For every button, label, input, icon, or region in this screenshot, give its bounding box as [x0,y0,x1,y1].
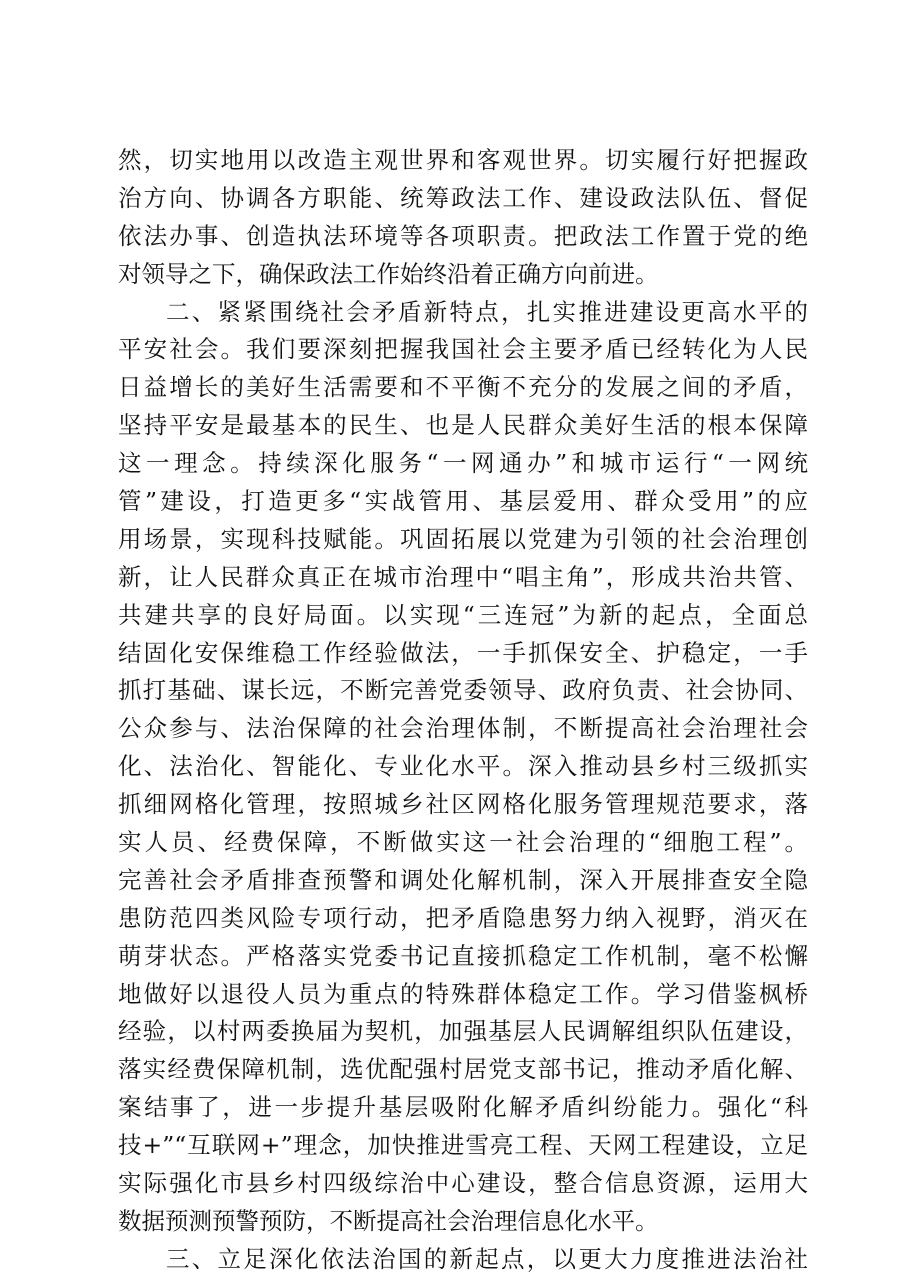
text-line: 三、立足深化依法治国的新起点，以更大力度推进法治社 [166,1244,808,1273]
text-line: 共建共享的良好局面。以实现“三连冠”为新的起点，全面总 [118,600,808,629]
text-line: 二、紧紧围绕社会矛盾新特点，扎实推进建设更高水平的 [166,297,808,326]
text-line: 实人员、经费保障，不断做实这一社会治理的“细胞工程”。 [118,828,808,857]
text-line: 对领导之下，确保政法工作始终沿着正确方向前进。 [118,259,659,288]
text-line: 完善社会矛盾排查预警和调处化解机制，深入开展排查安全隐 [118,865,808,894]
text-line: 抓细网格化管理，按照城乡社区网格化服务管理规范要求，落 [118,790,808,819]
text-line: 患防范四类风险专项行动，把矛盾隐患努力纳入视野，消灭在 [118,903,808,932]
text-line: 数据预测预警预防，不断提高社会治理信息化水平。 [118,1206,659,1235]
text-line: 平安社会。我们要深刻把握我国社会主要矛盾已经转化为人民 [118,335,808,364]
text-line: 落实经费保障机制，选优配强村居党支部书记，推动矛盾化解、 [118,1055,808,1084]
text-line: 公众参与、法治保障的社会治理体制，不断提高社会治理社会 [118,714,808,743]
text-line: 然，切实地用以改造主观世界和客观世界。切实履行好把握政 [118,146,808,174]
text-line: 化、法治化、智能化、专业化水平。深入推动县乡村三级抓实 [118,752,808,781]
text-line: 日益增长的美好生活需要和不平衡不充分的发展之间的矛盾， [118,373,808,402]
text-line: 地做好以退役人员为重点的特殊群体稳定工作。学习借鉴枫桥 [118,979,808,1008]
document-body-text [118,142,808,1279]
text-line: 结固化安保维稳工作经验做法，一手抓保安全、护稳定，一手 [118,638,808,667]
text-line: 坚持平安是最基本的民生、也是人民群众美好生活的根本保障 [118,411,808,440]
text-line: 这一理念。持续深化服务“一网通办”和城市运行“一网统 [118,449,808,478]
text-line: 抓打基础、谋长远，不断完善党委领导、政府负责、社会协同、 [118,676,808,705]
text-line: 依法办事、创造执法环境等各项职责。把政法工作置于党的绝 [118,221,808,250]
text-line: 技+”“互联网+”理念，加快推进雪亮工程、天网工程建设，立足 [118,1131,808,1160]
text-line: 实际强化市县乡村四级综治中心建设，整合信息资源，运用大 [118,1169,808,1198]
text-line: 管”建设，打造更多“实战管用、基层爱用、群众受用”的应 [118,487,808,516]
text-line: 用场景，实现科技赋能。巩固拓展以党建为引领的社会治理创 [118,524,808,553]
text-line: 案结事了，进一步提升基层吸附化解矛盾纠纷能力。强化“科 [118,1093,808,1122]
text-line: 萌芽状态。严格落实党委书记直接抓稳定工作机制，毫不松懈 [118,941,808,970]
text-line: 治方向、协调各方职能、统筹政法工作、建设政法队伍、督促 [118,183,808,212]
text-line: 经验，以村两委换届为契机，加强基层人民调解组织队伍建设， [118,1017,808,1046]
text-line: 新，让人民群众真正在城市治理中“唱主角”，形成共治共管、 [118,562,808,591]
